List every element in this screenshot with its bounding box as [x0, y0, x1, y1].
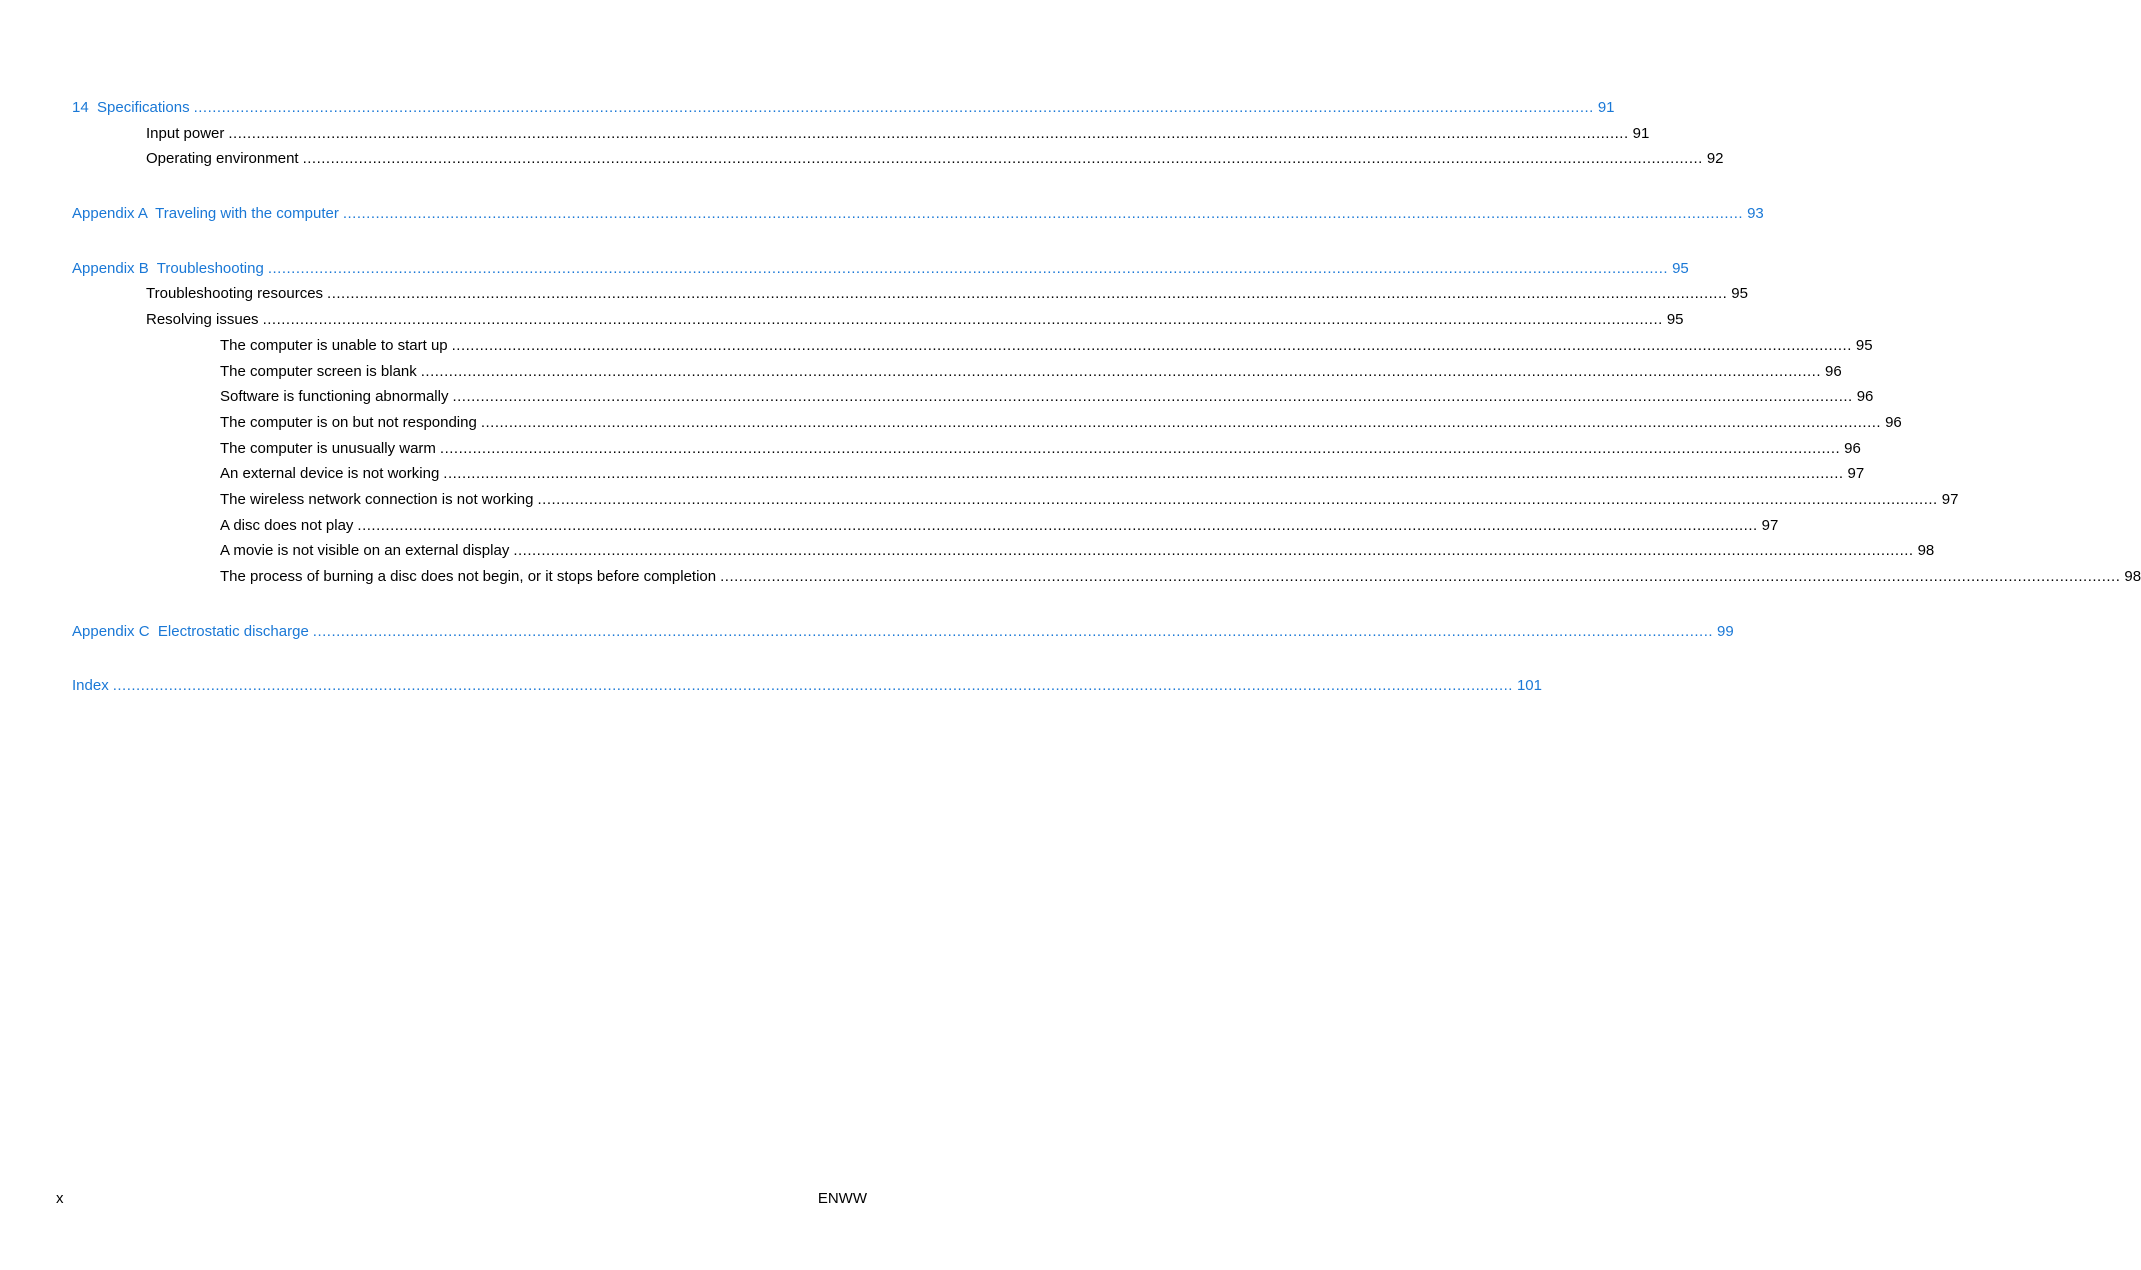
toc-entry-title: Appendix B Troubleshooting: [72, 259, 264, 277]
toc-entry: [72, 461, 1865, 487]
toc-dot-leader: ............................................................................................................................................................................................................................................................................................................: [439, 439, 1841, 457]
toc-entry-page: 96: [1825, 362, 1842, 380]
toc-entry-title: The computer is on but not responding: [220, 413, 477, 431]
toc-entry-page: 95: [1855, 336, 1873, 354]
toc-entry-title: Troubleshooting resources: [146, 285, 324, 303]
toc-entry-title: The process of burning a disc does not begin, or it stops before completion: [220, 568, 717, 585]
toc-entry-page: 95: [1731, 285, 1748, 303]
toc-entry: [72, 384, 1874, 410]
footer-page-number: x: [56, 1190, 64, 1207]
toc-entry-title: A movie is not visible on an external display: [220, 542, 510, 560]
toc-entry-title: Index: [72, 677, 109, 695]
toc-entry-page: 98: [2124, 568, 2141, 585]
toc-entry-title: 14 Specifications: [72, 99, 190, 116]
toc-entry-page: 97: [1761, 516, 1779, 534]
toc-dot-leader: ............................................................................................................................................................................................................................................................................................................: [420, 362, 1822, 380]
toc-entry-page: 93: [1747, 205, 1764, 223]
toc-entry-page: 92: [1706, 150, 1724, 168]
toc-dot-leader: ............................................................................................................................................................................................................................................................................................................: [720, 568, 2121, 585]
toc-entry: [72, 281, 1748, 307]
toc-entry-title: Software is functioning abnormally: [220, 388, 449, 406]
toc-dot-leader: ............................................................................................................................................................................................................................................................................................................: [443, 465, 1844, 483]
toc-dot-leader: ............................................................................................................................................................................................................................................................................................................: [267, 259, 1669, 277]
toc-dot-leader: ............................................................................................................................................................................................................................................................................................................: [228, 124, 1629, 142]
toc-entry: [72, 146, 1724, 172]
toc-entry-page: 99: [1717, 622, 1734, 640]
toc-entry-title: Operating environment: [146, 150, 299, 168]
toc-entry-title: The computer screen is blank: [220, 362, 417, 380]
toc-entry-title: Appendix C Electrostatic discharge: [72, 622, 309, 640]
toc-entry: [72, 307, 1684, 333]
toc-entry-title: A disc does not play: [220, 516, 354, 534]
toc-entry-page: 98: [1917, 542, 1935, 560]
toc-entry-title: The computer is unable to start up: [220, 336, 448, 354]
toc-entry: [72, 410, 1902, 436]
toc-dot-leader: ............................................................................................................................................................................................................................................................................................................: [312, 622, 1714, 640]
toc-dot-leader: ............................................................................................................................................................................................................................................................................................................: [342, 205, 1744, 223]
toc-entry: [72, 359, 1842, 385]
toc-entry-page: 91: [1597, 99, 1615, 116]
toc-entry[interactable]: [72, 201, 1764, 227]
toc-entry-page: 95: [1672, 259, 1689, 277]
toc-entry-page: 96: [1856, 388, 1874, 406]
toc-entry: [72, 436, 1861, 462]
toc-entry: [72, 564, 2141, 590]
toc-dot-leader: ............................................................................................................................................................................................................................................................................................................: [537, 490, 1938, 508]
toc-dot-leader: ............................................................................................................................................................................................................................................................................................................: [451, 336, 1852, 354]
toc-dot-leader: ............................................................................................................................................................................................................................................................................................................: [302, 150, 1703, 168]
table-of-contents: [72, 95, 2141, 699]
toc-entry: [72, 487, 1959, 513]
toc-dot-leader: ............................................................................................................................................................................................................................................................................................................: [513, 542, 1914, 560]
toc-entry: [72, 538, 1935, 564]
toc-entry-title: Appendix A Traveling with the computer: [72, 205, 339, 223]
toc-entry: [72, 121, 1650, 147]
toc-entry-title: An external device is not working: [220, 465, 440, 483]
toc-entry: [72, 513, 1779, 539]
toc-dot-leader: ............................................................................................................................................................................................................................................................................................................: [480, 413, 1882, 431]
toc-dot-leader: ............................................................................................................................................................................................................................................................................................................: [193, 99, 1594, 116]
toc-entry-page: 97: [1847, 465, 1865, 483]
toc-entry-page: 96: [1885, 413, 1902, 431]
toc-entry[interactable]: [72, 619, 1734, 645]
toc-entry-title: The wireless network connection is not working: [220, 490, 534, 508]
toc-entry-title: The computer is unusually warm: [220, 439, 436, 457]
toc-entry-page: 96: [1844, 439, 1861, 457]
toc-dot-leader: ............................................................................................................................................................................................................................................................................................................: [357, 516, 1758, 534]
toc-entry[interactable]: [72, 256, 1689, 282]
toc-dot-leader: ............................................................................................................................................................................................................................................................................................................: [262, 311, 1663, 329]
toc-entry-page: 101: [1516, 677, 1542, 695]
toc-entry-page: 91: [1632, 124, 1650, 142]
toc-entry[interactable]: [72, 95, 1615, 121]
toc-entry-page: 95: [1666, 311, 1684, 329]
toc-dot-leader: ............................................................................................................................................................................................................................................................................................................: [112, 677, 1513, 695]
toc-dot-leader: ............................................................................................................................................................................................................................................................................................................: [327, 285, 1728, 303]
toc-entry-page: 97: [1941, 490, 1959, 508]
toc-entry-title: Input power: [146, 124, 225, 142]
toc-entry: [72, 333, 1873, 359]
footer-label: ENWW: [817, 1190, 867, 1207]
toc-entry-title: Resolving issues: [146, 311, 259, 329]
toc-dot-leader: ............................................................................................................................................................................................................................................................................................................: [452, 388, 1853, 406]
toc-entry[interactable]: [72, 673, 1542, 699]
